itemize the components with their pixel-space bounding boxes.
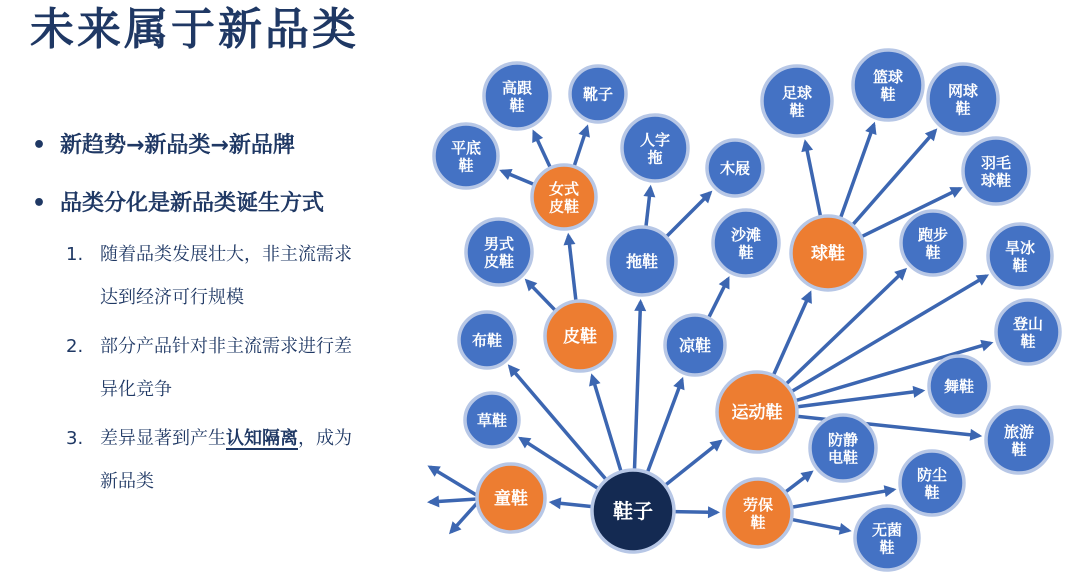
node-label-gaogenxie: 高跟鞋 <box>501 78 533 115</box>
node-paobuxie <box>901 211 965 275</box>
node-label-tuoxie: 拖鞋 <box>625 251 659 271</box>
node-zuqiuxie <box>762 66 832 136</box>
node-gaogenxie <box>484 63 550 129</box>
node-label-wujunxie: 无菌鞋 <box>871 520 903 557</box>
numbered-item-3-pre: 差异显著到产生 <box>100 428 226 449</box>
node-label-lanqiuxie: 篮球鞋 <box>872 67 904 104</box>
node-label-yundongxie: 运动鞋 <box>731 403 783 424</box>
node-wangqiuxie <box>928 64 998 134</box>
node-lvyouxie <box>986 407 1052 473</box>
node-label-fangchenxie: 防尘鞋 <box>916 465 948 502</box>
edge-qiuxie-zuqiuxie <box>805 142 820 217</box>
node-yundongxie <box>717 372 797 452</box>
node-muji <box>707 140 763 196</box>
node-liangxie <box>665 315 725 375</box>
node-hanbingxie <box>988 224 1052 288</box>
node-yumaoqiuxie <box>963 138 1029 204</box>
node-label-yumaoqiuxie: 羽毛球鞋 <box>980 153 1012 190</box>
edge-xiezi-tuoxie <box>634 302 640 470</box>
node-xuezi <box>570 66 626 122</box>
node-lanqiuxie <box>853 50 923 120</box>
node-label-nvshi-pixie: 女式皮鞋 <box>548 179 580 216</box>
node-tongxie <box>477 464 545 532</box>
node-label-tongxie: 童鞋 <box>494 489 528 510</box>
node-label-xuezi: 靴子 <box>582 85 614 104</box>
edge-tuoxie-muji <box>666 193 710 237</box>
edge-laobaoxie-wujunxie <box>791 519 848 530</box>
node-label-muji: 木屐 <box>719 159 751 178</box>
node-label-caoxie: 草鞋 <box>476 411 508 430</box>
node-fangjingdianxie <box>810 415 876 481</box>
node-nanshi-pixie <box>466 219 532 285</box>
node-label-wangqiuxie: 网球鞋 <box>947 81 979 118</box>
node-pingdixie <box>434 124 498 188</box>
numbered-item-1-number: 1. <box>66 244 84 265</box>
node-shatanxie <box>713 210 779 276</box>
edge-xiezi-liangxie <box>647 380 682 473</box>
node-label-liangxie: 凉鞋 <box>678 335 712 355</box>
bullet-text-1: 新趋势→新品类→新品牌 <box>60 133 295 158</box>
node-buxie <box>459 312 515 368</box>
edge-nvshi-pixie-pingdixie <box>502 171 535 185</box>
edge-xiezi-pixie <box>592 376 621 472</box>
bullet-marker: • <box>32 133 47 158</box>
edge-tuoxie-renzituo <box>646 188 651 227</box>
edge-nvshi-pixie-gaogenxie <box>534 132 551 168</box>
page-title: 未来属于新品类 <box>30 4 359 55</box>
stub-arrow-2 <box>430 499 477 502</box>
node-label-renzituo: 人字拖 <box>639 130 671 167</box>
node-tuoxie <box>608 227 676 295</box>
node-pixie <box>545 301 615 371</box>
numbered-item-1-text: 随着品类发展壮大，非主流需求达到经济可行规模 <box>100 244 352 308</box>
stub-arrow-3 <box>451 502 478 532</box>
node-label-zuqiuxie: 足球鞋 <box>781 83 813 120</box>
edge-xiezi-yundongxie <box>665 441 720 485</box>
node-fangchenxie <box>900 451 964 515</box>
edge-liangxie-shatanxie <box>708 279 728 318</box>
node-nvshi-pixie <box>532 165 596 229</box>
node-label-laobaoxie: 劳保鞋 <box>742 495 774 532</box>
node-label-fangjingdianxie: 防静电鞋 <box>827 430 859 467</box>
edge-pixie-nvshi-pixie <box>568 236 576 301</box>
node-wuxie <box>929 356 989 416</box>
edge-laobaoxie-fangjingdianxie <box>785 472 811 492</box>
node-label-qiuxie: 球鞋 <box>811 244 845 265</box>
numbered-item-2-text: 部分产品针对非主流需求进行差异化竞争 <box>100 336 352 400</box>
edge-laobaoxie-fangchenxie <box>792 490 894 508</box>
node-label-shatanxie: 沙滩鞋 <box>730 225 762 262</box>
node-dengshanxie <box>996 300 1060 364</box>
edge-pixie-nanshi-pixie <box>527 281 556 311</box>
node-wujunxie <box>855 506 919 570</box>
node-label-paobuxie: 跑步鞋 <box>917 225 949 262</box>
node-label-buxie: 布鞋 <box>471 331 503 350</box>
node-xiezi <box>592 470 674 552</box>
nodes-layer <box>434 50 1060 570</box>
numbered-item-3-post: ，成为新品类 <box>100 428 352 492</box>
node-caoxie <box>465 393 519 447</box>
node-label-pingdixie: 平底鞋 <box>450 138 482 175</box>
node-laobaoxie <box>724 479 792 547</box>
node-label-wuxie: 舞鞋 <box>943 377 975 396</box>
numbered-item-2-number: 2. <box>66 336 84 357</box>
node-label-dengshanxie: 登山鞋 <box>1012 314 1044 351</box>
bullet-marker: • <box>32 191 47 216</box>
node-label-xiezi: 鞋子 <box>613 499 653 524</box>
edge-xiezi-laobaoxie <box>674 512 717 513</box>
numbered-item-3-emphasis: 认知隔离 <box>226 428 298 449</box>
stub-arrow-1 <box>430 467 478 496</box>
node-qiuxie <box>791 216 865 290</box>
numbered-item-3-number: 3. <box>66 428 84 449</box>
edge-yundongxie-qiuxie <box>773 293 810 375</box>
node-renzituo <box>622 115 688 181</box>
node-label-pixie: 皮鞋 <box>563 327 597 348</box>
bullet-text-2: 品类分化是新品类诞生方式 <box>60 191 325 216</box>
node-label-hanbingxie: 旱冰鞋 <box>1004 238 1036 275</box>
node-label-nanshi-pixie: 男式皮鞋 <box>483 234 515 271</box>
edge-nvshi-pixie-xuezi <box>574 127 587 166</box>
edge-xiezi-tongxie <box>552 502 592 506</box>
node-label-lvyouxie: 旅游鞋 <box>1003 422 1035 459</box>
